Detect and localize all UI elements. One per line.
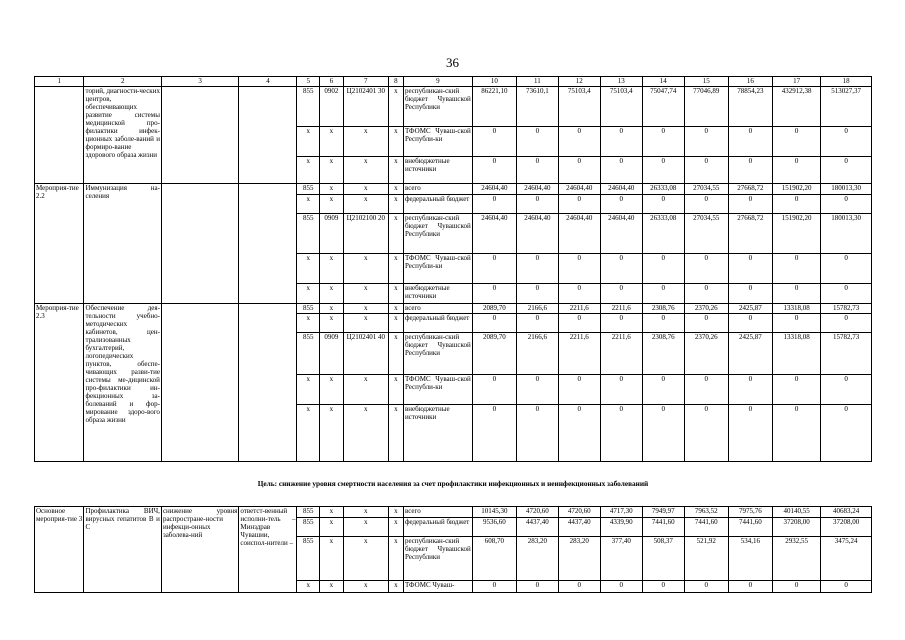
amount-cell: 0 (821, 314, 872, 333)
grbs-code-cell: х (297, 195, 320, 214)
grbs-code-cell: 855 (297, 304, 320, 314)
amount-cell: 0 (684, 314, 728, 333)
amount-cell: 0 (516, 581, 558, 593)
grbs-code-cell: х (297, 254, 320, 284)
amount-cell: 0 (472, 127, 516, 157)
expense-type-code-cell: х (388, 284, 403, 304)
expense-type-code-cell: х (388, 195, 403, 214)
amount-cell: 0 (558, 157, 600, 184)
amount-cell: 0 (472, 157, 516, 184)
target-article-code-cell: х (343, 507, 388, 518)
section-code-cell: х (320, 405, 344, 462)
grbs-code-cell: 855 (297, 537, 320, 581)
expense-type-code-cell: х (388, 405, 403, 462)
amount-cell: 2211,6 (558, 304, 600, 314)
amount-cell: 0 (600, 581, 642, 593)
grbs-code-cell: х (297, 314, 320, 333)
measure-description-cell: торий, диагности-ческих центров, обеспечивающих развитие системы медицинской про-филактики инфек-ционных заболе-ваний и формиро-вание здорового образа жизни (84, 87, 161, 184)
expense-type-code-cell: х (388, 127, 403, 157)
column-number: 5 (297, 77, 320, 87)
amount-cell: 37208,00 (821, 518, 872, 537)
amount-cell: 180013,30 (821, 214, 872, 254)
goal-row (35, 462, 872, 507)
section-code-cell: х (320, 581, 344, 593)
measure-name-cell: Мероприя-тие 2.2 (35, 184, 84, 304)
amount-cell: 0 (728, 375, 772, 405)
funding-source-cell: ТФОМС Чуваш-ской Республи-ки (403, 254, 472, 284)
expense-type-code-cell: х (388, 581, 403, 593)
target-article-code-cell: х (343, 518, 388, 537)
budget-table (34, 76, 872, 593)
measure-description-cell: Обеспечение дея-тельности учебно-методических кабинетов, цен-трализованных бухгалтерий, логопедических пунктов, обеспе-чивающих разви-тие системы ме-дицинской про-филактики ин-фекционных за-болеваний и фор-мирование здоро-вого образа жизни (84, 304, 161, 462)
section-code-cell: х (320, 518, 344, 537)
grbs-code-cell: 855 (297, 87, 320, 127)
goal-heading: Цель: снижение уровня смертности населения за счет профилактики инфекционных и неинфекционных заболеваний (35, 462, 872, 507)
grbs-code-cell: х (297, 284, 320, 304)
amount-cell: 0 (558, 581, 600, 593)
amount-cell: 0 (728, 581, 772, 593)
target-article-code-cell: Ц2102100 20 (343, 214, 388, 254)
amount-cell: 9536,60 (472, 518, 516, 537)
expense-type-code-cell: х (388, 333, 403, 375)
funding-source-cell: ТФОМС Чуваш-ской Республи-ки (403, 127, 472, 157)
responsible-executor-cell (239, 87, 297, 184)
expense-type-code-cell: х (388, 537, 403, 581)
section-code-cell: х (320, 304, 344, 314)
column-number: 3 (161, 77, 238, 87)
target-article-code-cell: Ц2102401 30 (343, 87, 388, 127)
amount-cell: 0 (642, 284, 684, 304)
measure-description-cell: Иммунизация на-селения (84, 184, 161, 304)
amount-cell: 0 (821, 157, 872, 184)
funding-source-cell: федеральный бюджет (403, 314, 472, 333)
amount-cell: 4437,40 (558, 518, 600, 537)
amount-cell: 2370,26 (684, 333, 728, 375)
funding-source-cell: внебюджетные источники (403, 157, 472, 184)
amount-cell: 0 (821, 254, 872, 284)
responsible-executor-cell (239, 304, 297, 462)
amount-cell: 0 (516, 375, 558, 405)
amount-cell: 0 (472, 314, 516, 333)
grbs-code-cell: х (297, 581, 320, 593)
expense-type-code-cell: х (388, 507, 403, 518)
amount-cell: 0 (772, 405, 820, 462)
expected-result-cell (161, 304, 238, 462)
amount-cell: 0 (516, 127, 558, 157)
column-number: 12 (558, 77, 600, 87)
funding-source-cell: республикан-ский бюджет Чувашской Республики (403, 537, 472, 581)
amount-cell: 0 (472, 195, 516, 214)
amount-cell: 2211,6 (600, 304, 642, 314)
amount-cell: 0 (684, 581, 728, 593)
target-article-code-cell: х (343, 157, 388, 184)
column-number: 14 (642, 77, 684, 87)
funding-source-cell: ТФОМС Чуваш-ской Республи-ки (403, 375, 472, 405)
amount-cell: 4720,60 (558, 507, 600, 518)
section-code-cell: х (320, 157, 344, 184)
expense-type-code-cell: х (388, 254, 403, 284)
section-code-cell: х (320, 537, 344, 581)
amount-cell: 7975,76 (728, 507, 772, 518)
amount-cell: 608,70 (472, 537, 516, 581)
target-article-code-cell: х (343, 405, 388, 462)
amount-cell: 0 (684, 127, 728, 157)
column-number: 15 (684, 77, 728, 87)
amount-cell: 0 (821, 127, 872, 157)
amount-cell: 2425,87 (728, 333, 772, 375)
column-number: 16 (728, 77, 772, 87)
amount-cell: 24604,40 (516, 184, 558, 195)
section-code-cell: х (320, 195, 344, 214)
section-code-cell: 0909 (320, 333, 344, 375)
responsible-executor-cell: ответст-венный исполни-тель – Минздрав Чувашии, соиспол-нители – (239, 507, 297, 593)
amount-cell: 4717,30 (600, 507, 642, 518)
amount-cell: 508,37 (642, 537, 684, 581)
column-number: 4 (239, 77, 297, 87)
amount-cell: 24604,40 (472, 184, 516, 195)
amount-cell: 0 (558, 195, 600, 214)
section-code-cell: х (320, 284, 344, 304)
grbs-code-cell: 855 (297, 333, 320, 375)
expense-type-code-cell: х (388, 314, 403, 333)
amount-cell: 0 (772, 195, 820, 214)
amount-cell: 0 (516, 405, 558, 462)
table-row (35, 184, 872, 195)
amount-cell: 0 (772, 581, 820, 593)
amount-cell: 73610,1 (516, 87, 558, 127)
amount-cell: 7441,60 (642, 518, 684, 537)
amount-cell: 0 (600, 127, 642, 157)
column-number: 17 (772, 77, 820, 87)
target-article-code-cell: х (343, 581, 388, 593)
amount-cell: 0 (772, 254, 820, 284)
grbs-code-cell: х (297, 127, 320, 157)
expected-result-cell (161, 184, 238, 304)
amount-cell: 283,20 (558, 537, 600, 581)
amount-cell: 0 (642, 375, 684, 405)
amount-cell: 180013,30 (821, 184, 872, 195)
column-number: 13 (600, 77, 642, 87)
amount-cell: 7441,60 (728, 518, 772, 537)
amount-cell: 0 (821, 195, 872, 214)
target-article-code-cell: х (343, 127, 388, 157)
expense-type-code-cell: х (388, 157, 403, 184)
target-article-code-cell: х (343, 284, 388, 304)
measure-name-cell: Основное мероприя-тие 3 (35, 507, 84, 593)
measure-description-cell: Профилактика ВИЧ, вирусных гепатитов В и С (84, 507, 161, 593)
amount-cell: 0 (558, 375, 600, 405)
column-number: 11 (516, 77, 558, 87)
amount-cell: 2089,70 (472, 333, 516, 375)
target-article-code-cell: х (343, 184, 388, 195)
amount-cell: 0 (821, 405, 872, 462)
amount-cell: 27668,72 (728, 214, 772, 254)
grbs-code-cell: х (297, 375, 320, 405)
amount-cell: 13318,08 (772, 304, 820, 314)
amount-cell: 0 (516, 254, 558, 284)
amount-cell: 0 (821, 284, 872, 304)
amount-cell: 75047,74 (642, 87, 684, 127)
amount-cell: 0 (684, 284, 728, 304)
funding-source-cell: республикан-ский бюджет Чувашской Республики (403, 87, 472, 127)
amount-cell: 0 (600, 195, 642, 214)
section-code-cell: х (320, 507, 344, 518)
grbs-code-cell: 855 (297, 507, 320, 518)
expected-result-cell: снижение уровня распростране-ности инфекци-онных заболева-ний (161, 507, 238, 593)
amount-cell: 0 (600, 405, 642, 462)
amount-cell: 0 (516, 157, 558, 184)
amount-cell: 534,16 (728, 537, 772, 581)
amount-cell: 0 (772, 284, 820, 304)
amount-cell: 3475,24 (821, 537, 872, 581)
funding-source-cell: федеральный бюджет (403, 195, 472, 214)
amount-cell: 15782,73 (821, 333, 872, 375)
amount-cell: 0 (558, 254, 600, 284)
amount-cell: 2370,26 (684, 304, 728, 314)
amount-cell: 0 (600, 254, 642, 284)
amount-cell: 0 (772, 314, 820, 333)
amount-cell: 24604,40 (600, 214, 642, 254)
grbs-code-cell: 855 (297, 518, 320, 537)
amount-cell: 0 (772, 127, 820, 157)
amount-cell: 0 (772, 157, 820, 184)
amount-cell: 0 (728, 254, 772, 284)
table-row (35, 87, 872, 127)
amount-cell: 521,92 (684, 537, 728, 581)
measure-name-cell: Мероприя-тие 2.3 (35, 304, 84, 462)
amount-cell: 0 (642, 314, 684, 333)
amount-cell: 0 (684, 254, 728, 284)
expense-type-code-cell: х (388, 518, 403, 537)
target-article-code-cell: х (343, 304, 388, 314)
grbs-code-cell: х (297, 157, 320, 184)
amount-cell: 0 (821, 375, 872, 405)
amount-cell: 24604,40 (600, 184, 642, 195)
section-code-cell: х (320, 254, 344, 284)
section-code-cell: 0902 (320, 87, 344, 127)
responsible-executor-cell (239, 184, 297, 304)
amount-cell: 26333,08 (642, 184, 684, 195)
section-code-cell: х (320, 184, 344, 195)
amount-cell: 7963,52 (684, 507, 728, 518)
amount-cell: 0 (642, 127, 684, 157)
funding-source-cell: всего (403, 304, 472, 314)
funding-source-cell: всего (403, 507, 472, 518)
amount-cell: 40140,55 (772, 507, 820, 518)
amount-cell: 24604,40 (472, 214, 516, 254)
amount-cell: 0 (728, 314, 772, 333)
amount-cell: 0 (728, 284, 772, 304)
expense-type-code-cell: х (388, 87, 403, 127)
amount-cell: 151902,20 (772, 214, 820, 254)
amount-cell: 0 (684, 195, 728, 214)
amount-cell: 24604,40 (558, 184, 600, 195)
column-number: 10 (472, 77, 516, 87)
amount-cell: 0 (600, 284, 642, 304)
amount-cell: 0 (728, 157, 772, 184)
amount-cell: 0 (516, 314, 558, 333)
funding-source-cell: республикан-ский бюджет Чувашской Республики (403, 214, 472, 254)
amount-cell: 77046,89 (684, 87, 728, 127)
target-article-code-cell: х (343, 537, 388, 581)
column-number: 18 (821, 77, 872, 87)
target-article-code-cell: х (343, 314, 388, 333)
amount-cell: 0 (472, 375, 516, 405)
table-row (35, 507, 872, 518)
amount-cell: 0 (642, 195, 684, 214)
column-number-header-row (35, 77, 872, 87)
amount-cell: 2308,76 (642, 304, 684, 314)
expense-type-code-cell: х (388, 184, 403, 195)
target-article-code-cell: х (343, 195, 388, 214)
amount-cell: 513027,37 (821, 87, 872, 127)
amount-cell: 0 (642, 405, 684, 462)
amount-cell: 2089,70 (472, 304, 516, 314)
amount-cell: 2308,76 (642, 333, 684, 375)
amount-cell: 75103,4 (558, 87, 600, 127)
amount-cell: 0 (600, 375, 642, 405)
amount-cell: 0 (600, 157, 642, 184)
amount-cell: 7441,60 (684, 518, 728, 537)
expected-result-cell (161, 87, 238, 184)
amount-cell: 283,20 (516, 537, 558, 581)
funding-source-cell: республикан-ский бюджет Чувашской Республики (403, 333, 472, 375)
amount-cell: 0 (684, 157, 728, 184)
amount-cell: 10145,30 (472, 507, 516, 518)
amount-cell: 26333,08 (642, 214, 684, 254)
amount-cell: 0 (558, 127, 600, 157)
funding-source-cell: внебюджетные источники (403, 405, 472, 462)
amount-cell: 2211,6 (600, 333, 642, 375)
amount-cell: 0 (728, 127, 772, 157)
amount-cell: 0 (600, 314, 642, 333)
amount-cell: 0 (821, 581, 872, 593)
column-number: 7 (343, 77, 388, 87)
target-article-code-cell: х (343, 375, 388, 405)
section-code-cell: х (320, 375, 344, 405)
amount-cell: 75103,4 (600, 87, 642, 127)
amount-cell: 2425,87 (728, 304, 772, 314)
amount-cell: 432912,38 (772, 87, 820, 127)
amount-cell: 0 (558, 284, 600, 304)
amount-cell: 377,40 (600, 537, 642, 581)
column-number: 1 (35, 77, 84, 87)
amount-cell: 2932,55 (772, 537, 820, 581)
grbs-code-cell: 855 (297, 214, 320, 254)
amount-cell: 0 (558, 314, 600, 333)
amount-cell: 0 (516, 284, 558, 304)
grbs-code-cell: х (297, 405, 320, 462)
target-article-code-cell: х (343, 254, 388, 284)
amount-cell: 4720,60 (516, 507, 558, 518)
amount-cell: 7949,97 (642, 507, 684, 518)
amount-cell: 151902,20 (772, 184, 820, 195)
page-number: 36 (446, 55, 459, 70)
amount-cell: 0 (472, 254, 516, 284)
amount-cell: 0 (642, 157, 684, 184)
amount-cell: 27034,55 (684, 184, 728, 195)
table-row (35, 304, 872, 314)
section-code-cell: 0909 (320, 214, 344, 254)
amount-cell: 0 (642, 581, 684, 593)
funding-source-cell: федеральный бюджет (403, 518, 472, 537)
amount-cell: 0 (472, 581, 516, 593)
amount-cell: 4437,40 (516, 518, 558, 537)
column-number: 9 (403, 77, 472, 87)
amount-cell: 0 (472, 284, 516, 304)
measure-name-cell (35, 87, 84, 184)
amount-cell: 2166,6 (516, 333, 558, 375)
section-code-cell: х (320, 127, 344, 157)
amount-cell: 0 (516, 195, 558, 214)
amount-cell: 2211,6 (558, 333, 600, 375)
grbs-code-cell: 855 (297, 184, 320, 195)
amount-cell: 0 (684, 375, 728, 405)
column-number: 2 (84, 77, 161, 87)
amount-cell: 0 (728, 195, 772, 214)
funding-source-cell: всего (403, 184, 472, 195)
expense-type-code-cell: х (388, 304, 403, 314)
amount-cell: 24604,40 (558, 214, 600, 254)
amount-cell: 0 (684, 405, 728, 462)
amount-cell: 0 (642, 254, 684, 284)
section-code-cell: х (320, 314, 344, 333)
amount-cell: 4339,90 (600, 518, 642, 537)
amount-cell: 0 (772, 375, 820, 405)
amount-cell: 0 (472, 405, 516, 462)
expense-type-code-cell: х (388, 375, 403, 405)
amount-cell: 0 (728, 405, 772, 462)
column-number: 8 (388, 77, 403, 87)
amount-cell: 40683,24 (821, 507, 872, 518)
amount-cell: 86221,10 (472, 87, 516, 127)
amount-cell: 27668,72 (728, 184, 772, 195)
amount-cell: 37208,00 (772, 518, 820, 537)
amount-cell: 0 (558, 405, 600, 462)
amount-cell: 27034,55 (684, 214, 728, 254)
target-article-code-cell: Ц2102401 40 (343, 333, 388, 375)
amount-cell: 13318,08 (772, 333, 820, 375)
column-number: 6 (320, 77, 344, 87)
amount-cell: 24604,40 (516, 214, 558, 254)
expense-type-code-cell: х (388, 214, 403, 254)
funding-source-cell: ТФОМС Чуваш- (403, 581, 472, 593)
amount-cell: 2166,6 (516, 304, 558, 314)
amount-cell: 15782,73 (821, 304, 872, 314)
amount-cell: 78854,23 (728, 87, 772, 127)
funding-source-cell: внебюджетные источники (403, 284, 472, 304)
